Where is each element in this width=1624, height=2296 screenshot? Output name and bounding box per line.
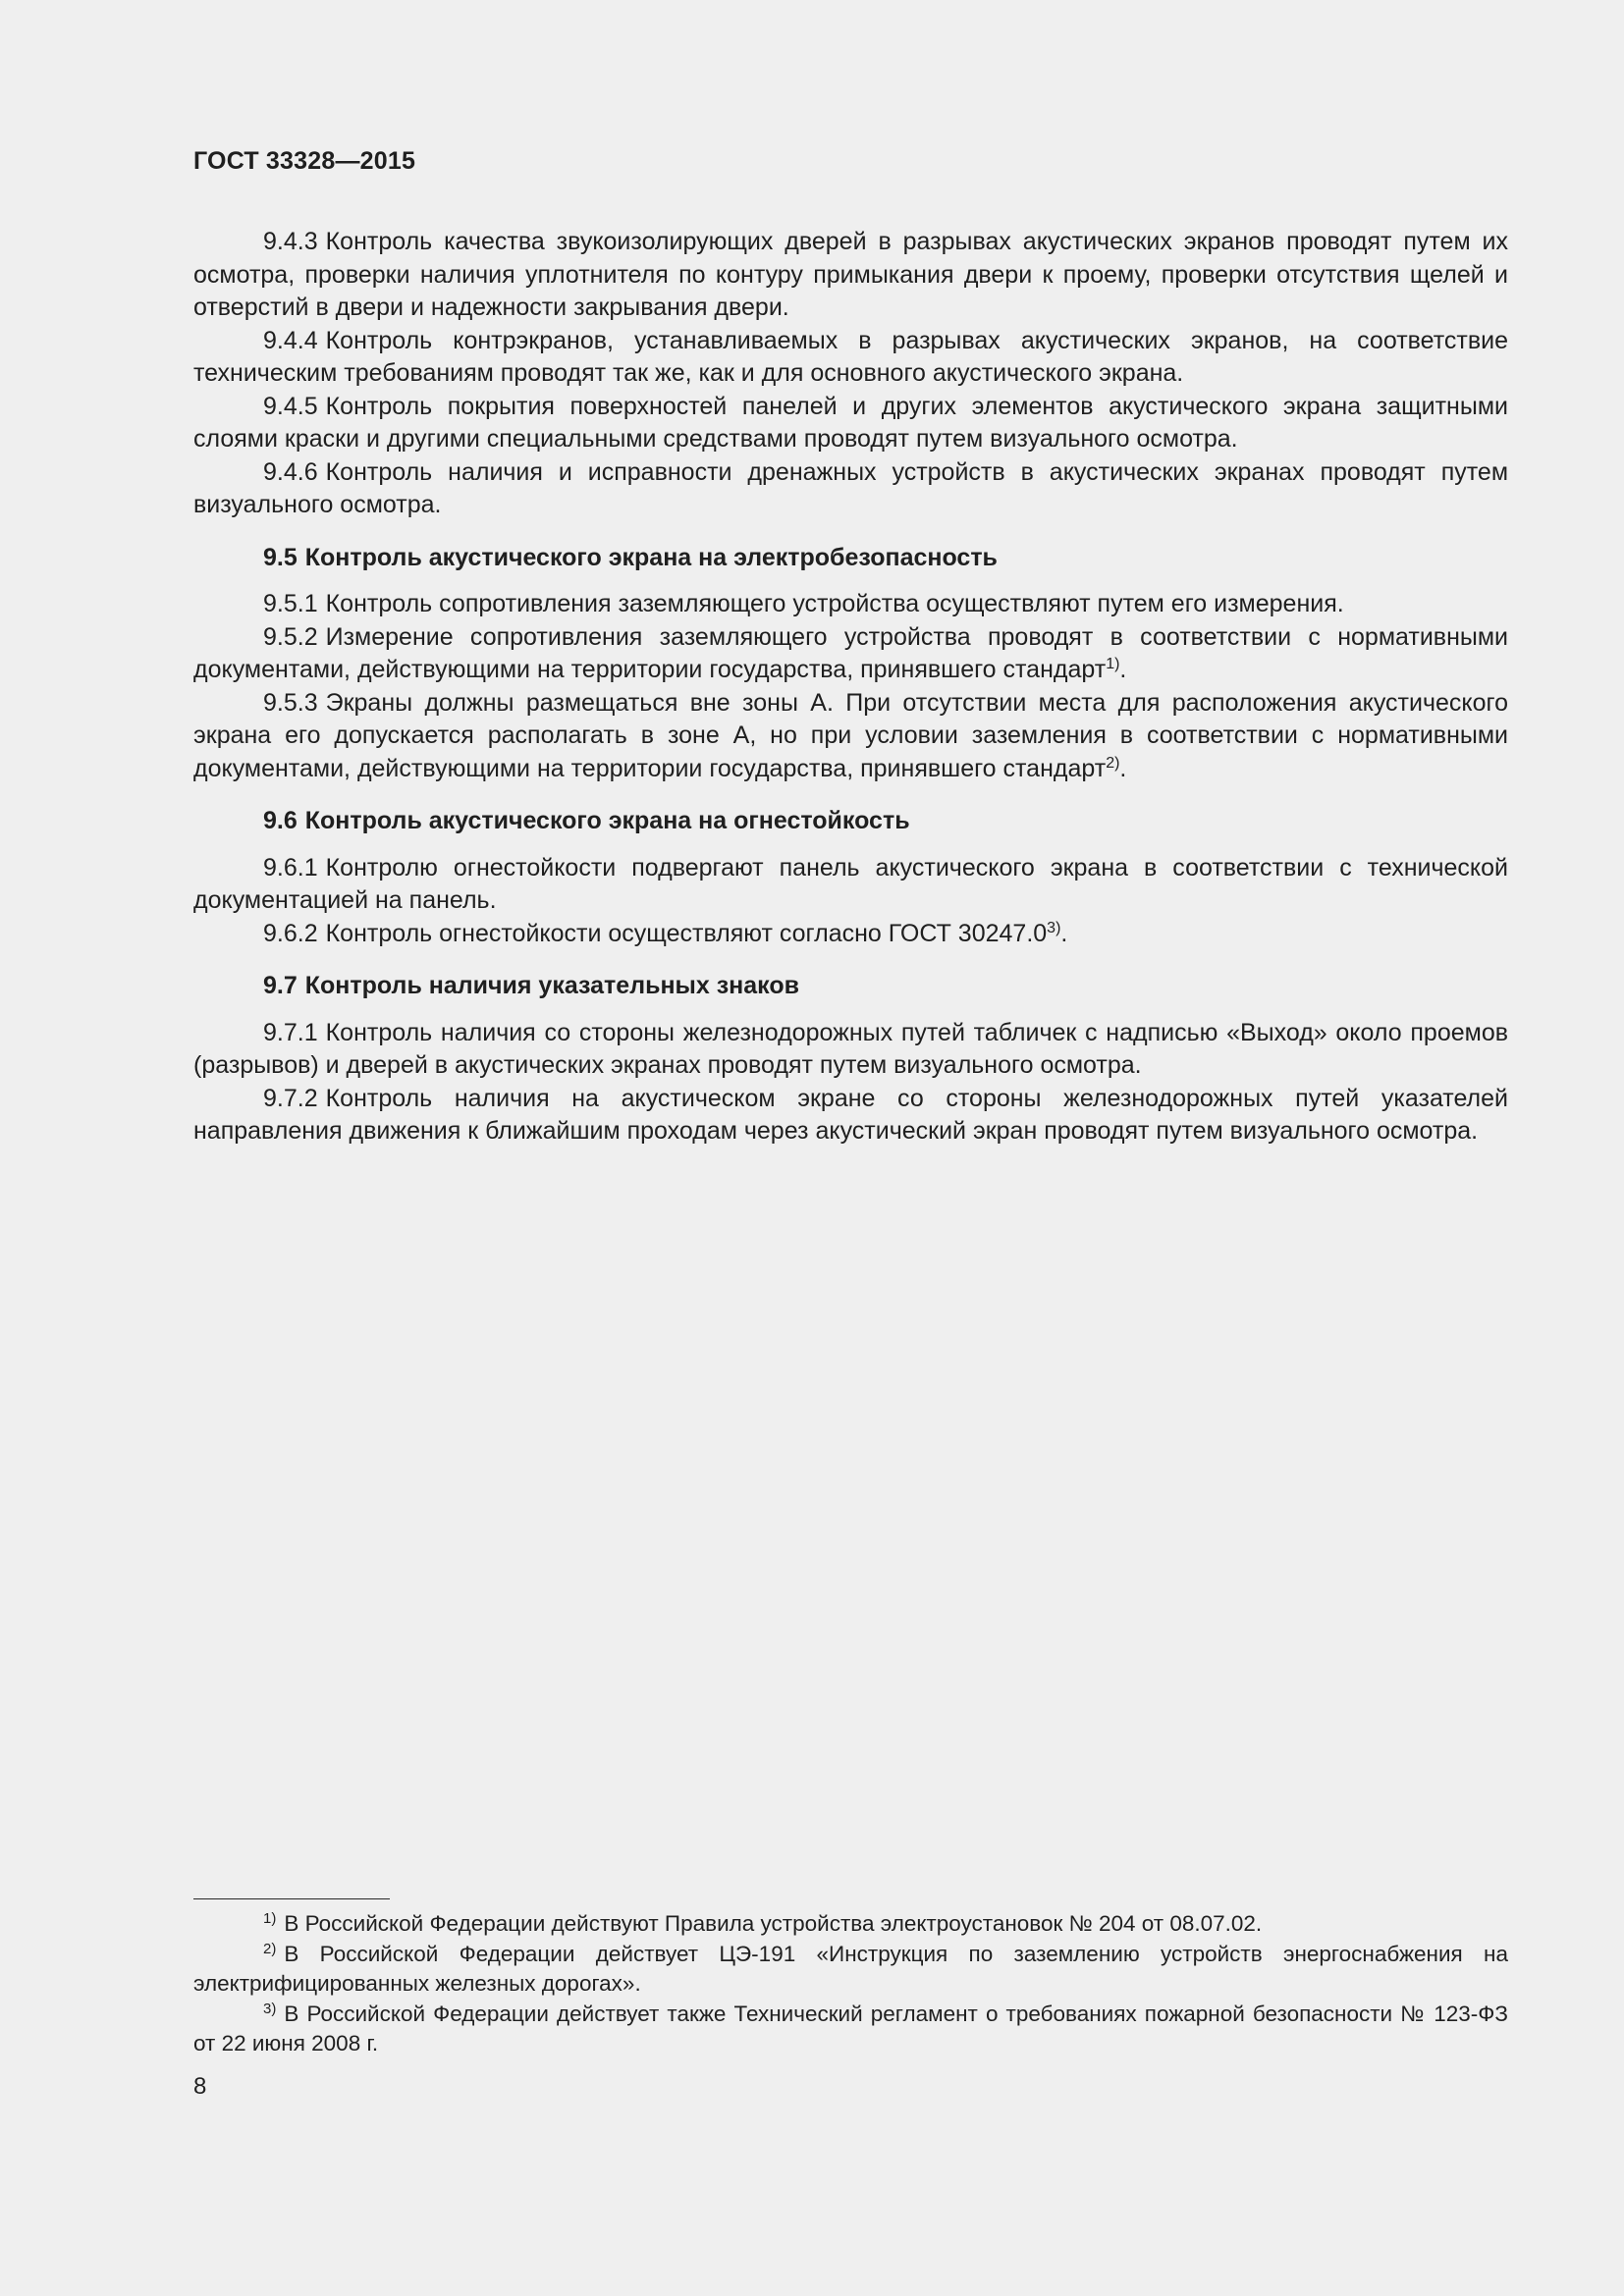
paragraph-9-4-5: [193, 391, 1508, 456]
footnote-separator: [193, 1898, 390, 1899]
paragraph-number: 9.4.4: [263, 326, 318, 354]
paragraph-9-4-6: [193, 456, 1508, 522]
section-title: Контроль наличия указательных знаков: [304, 972, 800, 999]
paragraph-text: Контроль контрэкранов, устанавливаемых в разрывах акустических экранов, на соответствие техническим требованиям проводят так же, как и для основного акустического экрана.: [193, 326, 1508, 387]
paragraph-9-7-1: [193, 1017, 1508, 1083]
footnote-text: В Российской Федерации действуют Правила устройства электроустановок № 204 от 08.07.02.: [284, 1911, 1263, 1936]
paragraph-number: 9.5.2: [263, 622, 318, 651]
paragraph-text: Экраны должны размещаться вне зоны А. При отсутствии места для расположения акустического экрана его допускается располагать в зоне А, но при условии заземления в соответствии с нормативными документами, действующими на территории государства, принявшего стандарт: [193, 688, 1508, 782]
section-title: Контроль акустического экрана на электробезопасность: [304, 543, 998, 571]
paragraph-number: 9.6.2: [263, 919, 318, 947]
footnote-ref-2: 2): [1106, 754, 1120, 772]
paragraph-tail: .: [1060, 919, 1068, 947]
paragraph-text: Контролю огнестойкости подвергают панель акустического экрана в соответствии с технической документацией на панель.: [193, 853, 1508, 914]
section-number: 9.7: [263, 972, 298, 999]
paragraph-number: 9.5.3: [263, 688, 318, 717]
paragraph-9-4-3: [193, 226, 1508, 325]
footnote-2: [193, 1940, 1508, 2000]
paragraph-number: 9.4.3: [263, 228, 318, 255]
paragraph-number: 9.4.5: [263, 392, 318, 420]
paragraph-text: Контроль сопротивления заземляющего устройства осуществляют путем его измерения.: [325, 590, 1344, 617]
paragraph-9-6-2: [193, 918, 1508, 951]
paragraph-text: Контроль наличия со стороны железнодорожных путей табличек с надписью «Выход» около проемов (разрывов) и дверей в акустических экранах проводят путем визуального осмотра.: [193, 1018, 1508, 1079]
paragraph-number: 9.7.1: [263, 1018, 318, 1046]
paragraph-tail: .: [1119, 656, 1127, 683]
footnote-text: В Российской Федерации действует также Технический регламент о требованиях пожарной безопасности № 123-ФЗ от 22 июня 2008 г.: [193, 2001, 1508, 2056]
paragraph-text: Контроль качества звукоизолирующих дверей в разрывах акустических экранов проводят путем их осмотра, проверки наличия уплотнителя по контуру примыкания двери к проему, проверки отсутствия щелей и отверстий в двери и надежности закрывания двери.: [193, 228, 1508, 321]
footnote-3: [193, 2000, 1508, 2059]
section-heading-9-5: [193, 542, 1508, 575]
document-header: ГОСТ 33328—2015: [193, 147, 416, 175]
footnote-1: [193, 1909, 1508, 1940]
footnote-mark: 3): [263, 2000, 277, 2017]
paragraph-9-5-1: [193, 588, 1508, 621]
footnote-text: В Российской Федерации действует ЦЭ-191 «Инструкция по заземлению устройств энергоснабжения на электрифицированных железных дорогах».: [193, 1941, 1508, 1996]
paragraph-number: 9.5.1: [263, 590, 318, 617]
paragraph-9-5-2: [193, 621, 1508, 687]
document-body: [193, 226, 1508, 1148]
footnotes: [193, 1909, 1508, 2059]
footnote-ref-3: 3): [1047, 919, 1061, 936]
paragraph-text: Контроль наличия и исправности дренажных устройств в акустических экранах проводят путем визуального осмотра.: [193, 457, 1508, 518]
paragraph-text: Измерение сопротивления заземляющего устройства проводят в соответствии с нормативными документами, действующими на территории государства, принявшего стандарт: [193, 622, 1508, 683]
section-title: Контроль акустического экрана на огнестойкость: [304, 807, 910, 834]
paragraph-9-7-2: [193, 1083, 1508, 1148]
paragraph-text: Контроль покрытия поверхностей панелей и других элементов акустического экрана защитными слоями краски и другими специальными средствами проводят путем визуального осмотра.: [193, 392, 1508, 453]
footnote-mark: 2): [263, 1940, 277, 1957]
page-number: 8: [193, 2073, 207, 2100]
paragraph-9-5-3: [193, 687, 1508, 786]
section-number: 9.5: [263, 543, 298, 571]
footnote-ref-1: 1): [1106, 656, 1120, 672]
paragraph-number: 9.4.6: [263, 457, 318, 486]
paragraph-number: 9.6.1: [263, 853, 318, 881]
paragraph-text: Контроль огнестойкости осуществляют согласно ГОСТ 30247.0: [325, 919, 1048, 947]
section-number: 9.6: [263, 807, 298, 834]
paragraph-number: 9.7.2: [263, 1084, 318, 1112]
footnote-mark: 1): [263, 1910, 277, 1927]
section-heading-9-6: [193, 805, 1508, 838]
section-heading-9-7: [193, 970, 1508, 1003]
paragraph-tail: .: [1119, 754, 1127, 782]
paragraph-9-4-4: [193, 325, 1508, 391]
paragraph-text: Контроль наличия на акустическом экране со стороны железнодорожных путей указателей направления движения к ближайшим проходам через акустический экран проводят путем визуального осмотра.: [193, 1084, 1508, 1145]
paragraph-9-6-1: [193, 852, 1508, 918]
